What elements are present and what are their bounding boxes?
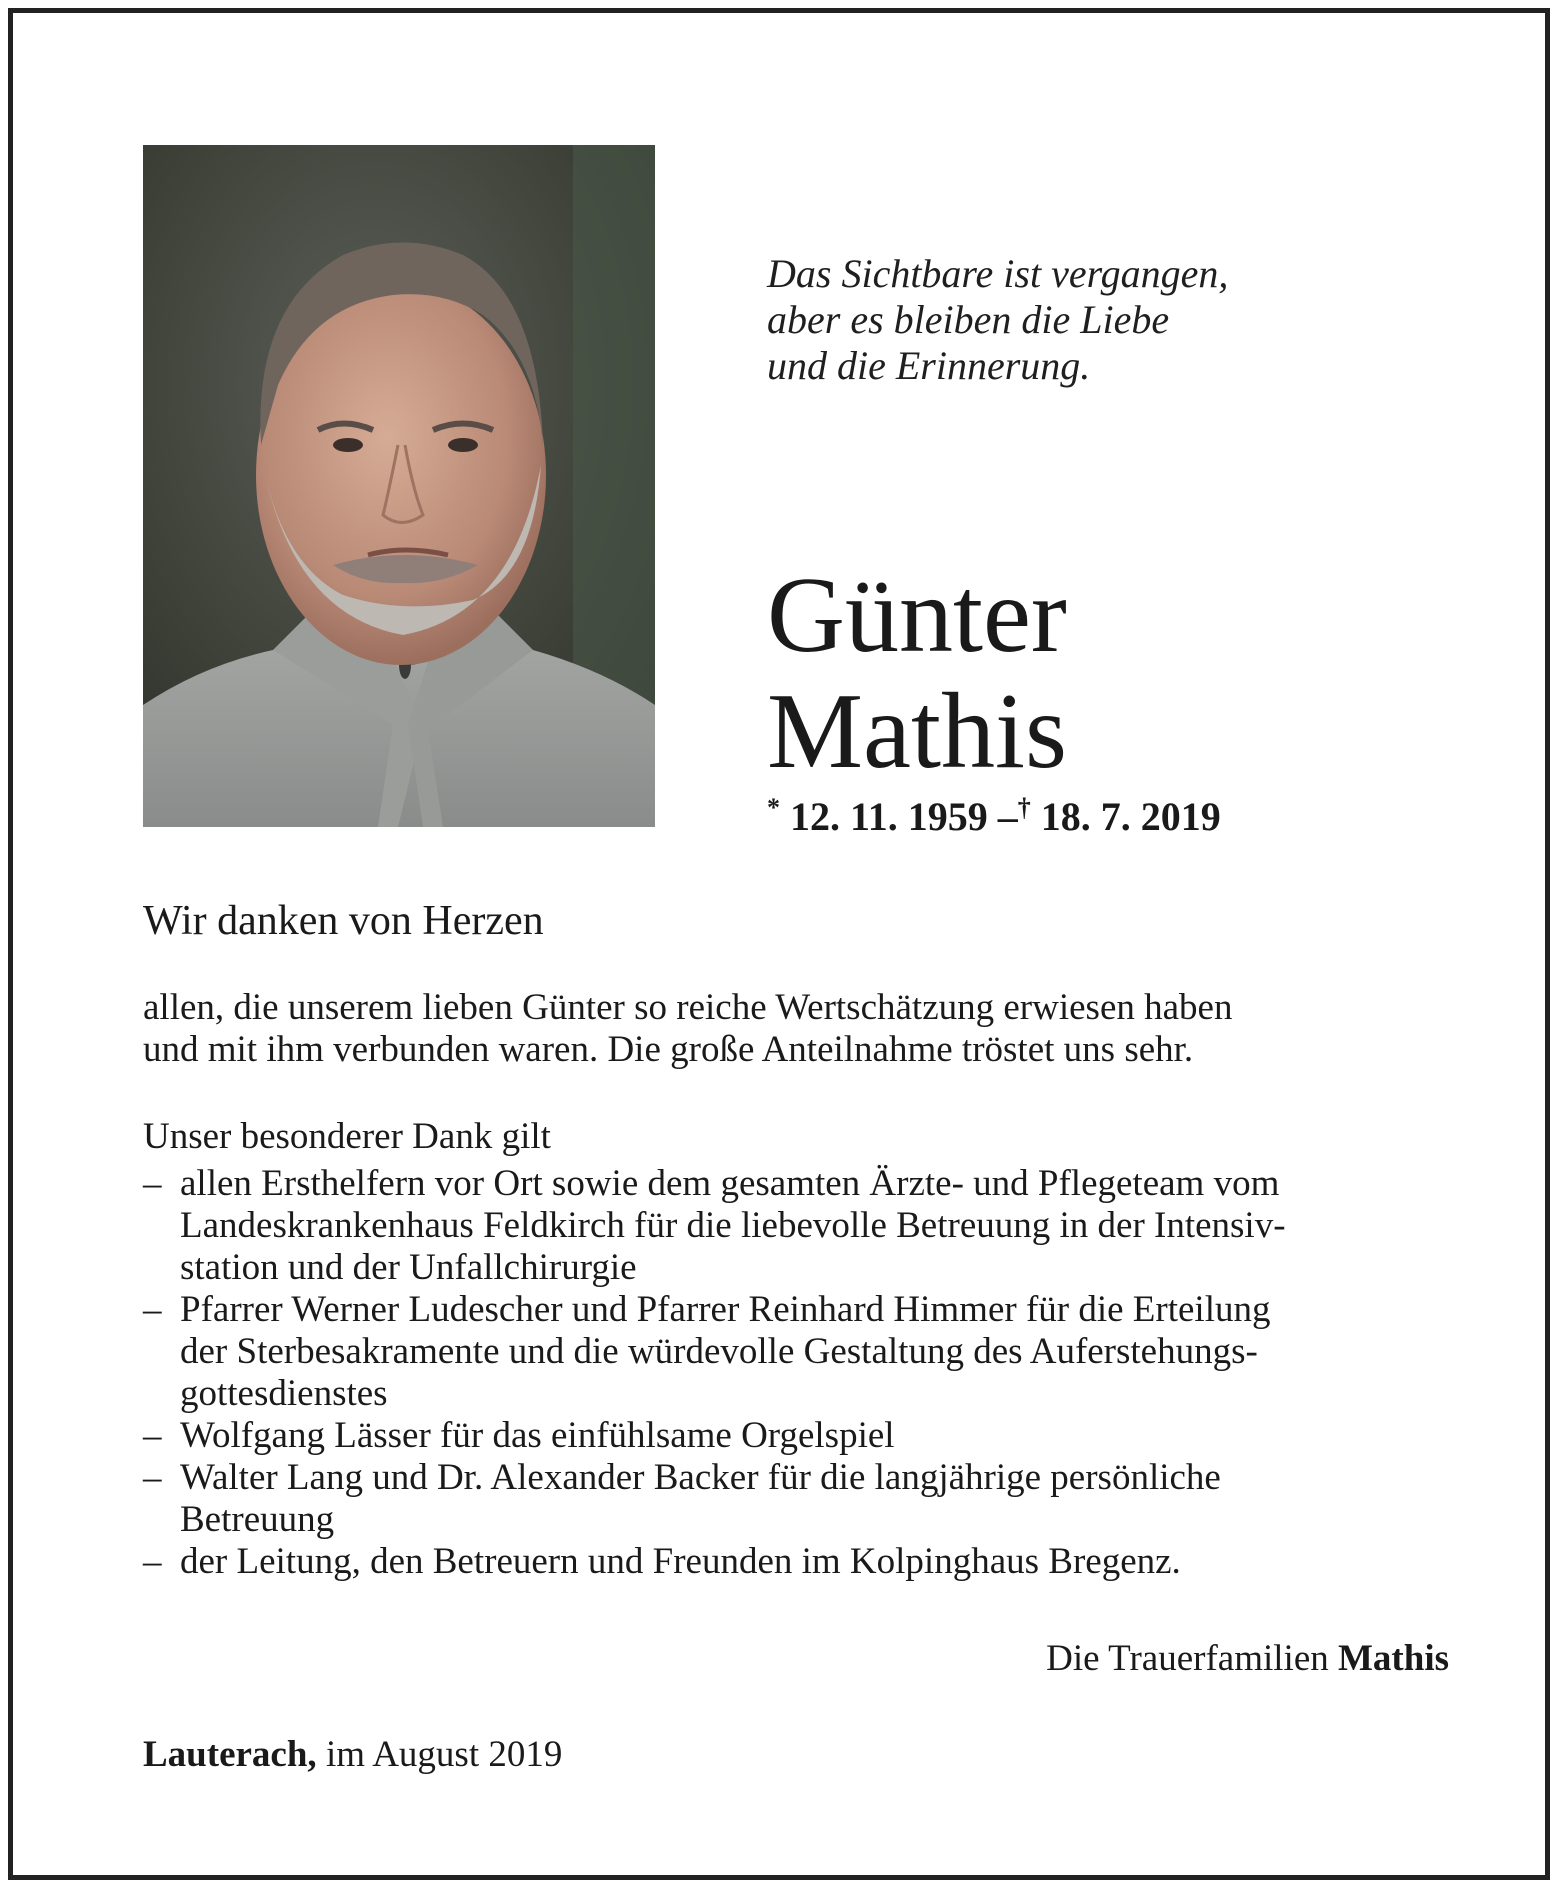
dash-bullet: – bbox=[143, 1541, 162, 1582]
list-item bbox=[143, 1457, 1449, 1541]
special-thanks-label: Unser besonderer Dank gilt bbox=[143, 1116, 551, 1157]
family-signature bbox=[974, 1637, 1449, 1680]
date-separator: – bbox=[997, 794, 1018, 839]
thanks-list bbox=[143, 1163, 1449, 1583]
list-line: Walter Lang und Dr. Alexander Backer für die langjährige persönliche bbox=[180, 1457, 1221, 1498]
quote-line: aber es bleiben die Liebe bbox=[767, 297, 1170, 342]
family-name: Mathis bbox=[1338, 1638, 1449, 1679]
death-date: 18. 7. 2019 bbox=[1040, 794, 1221, 839]
portrait-photo bbox=[143, 145, 655, 827]
obituary-frame bbox=[8, 8, 1550, 1880]
signature-prefix: Die Trauerfamilien bbox=[1046, 1638, 1329, 1679]
list-item bbox=[143, 1541, 1449, 1583]
death-symbol: † bbox=[1017, 793, 1031, 822]
deceased-name bbox=[767, 558, 1067, 790]
list-item bbox=[143, 1163, 1449, 1289]
place-date bbox=[143, 1733, 562, 1776]
list-line: allen Ersthelfern vor Ort sowie dem gesamten Ärzte- und Pflegeteam vom bbox=[180, 1163, 1280, 1204]
list-line: der Leitung, den Betreuern und Freunden im Kolpinghaus Bregenz. bbox=[180, 1541, 1181, 1582]
place-name: Lauterach, bbox=[143, 1734, 317, 1775]
list-item bbox=[143, 1415, 1449, 1457]
thanks-heading: Wir danken von Herzen bbox=[143, 898, 544, 944]
list-line: station und der Unfallchirurgie bbox=[180, 1247, 637, 1288]
intro-line: allen, die unserem lieben Günter so reiche Wertschätzung erwiesen haben bbox=[143, 987, 1233, 1028]
list-line: der Sterbesakramente und die würdevolle Gestaltung des Auferstehungs- bbox=[180, 1331, 1258, 1372]
list-item bbox=[143, 1289, 1449, 1415]
first-name: Günter bbox=[767, 556, 1067, 675]
quote-line: Das Sichtbare ist vergangen, bbox=[767, 251, 1229, 296]
list-line: Pfarrer Werner Ludescher und Pfarrer Reinhard Himmer für die Erteilung bbox=[180, 1289, 1271, 1330]
issue-date: im August 2019 bbox=[325, 1734, 563, 1775]
thanks-intro bbox=[143, 987, 1449, 1071]
last-name: Mathis bbox=[767, 672, 1068, 791]
memorial-quote bbox=[767, 251, 1228, 389]
list-line: gottesdienstes bbox=[180, 1373, 388, 1414]
portrait-illustration bbox=[143, 145, 655, 827]
list-line: Landeskrankenhaus Feldkirch für die liebevolle Betreuung in der Intensiv- bbox=[180, 1205, 1286, 1246]
list-line: Wolfgang Lässer für das einfühlsame Orgelspiel bbox=[180, 1415, 895, 1456]
list-line: Betreuung bbox=[180, 1499, 335, 1540]
quote-line: und die Erinnerung. bbox=[767, 343, 1091, 388]
life-dates bbox=[767, 793, 1221, 840]
dash-bullet: – bbox=[143, 1163, 162, 1204]
dash-bullet: – bbox=[143, 1415, 162, 1456]
birth-date: 12. 11. 1959 bbox=[790, 794, 988, 839]
birth-symbol: * bbox=[767, 793, 780, 822]
dash-bullet: – bbox=[143, 1289, 162, 1330]
intro-line: und mit ihm verbunden waren. Die große Anteilnahme tröstet uns sehr. bbox=[143, 1029, 1194, 1070]
dash-bullet: – bbox=[143, 1457, 162, 1498]
